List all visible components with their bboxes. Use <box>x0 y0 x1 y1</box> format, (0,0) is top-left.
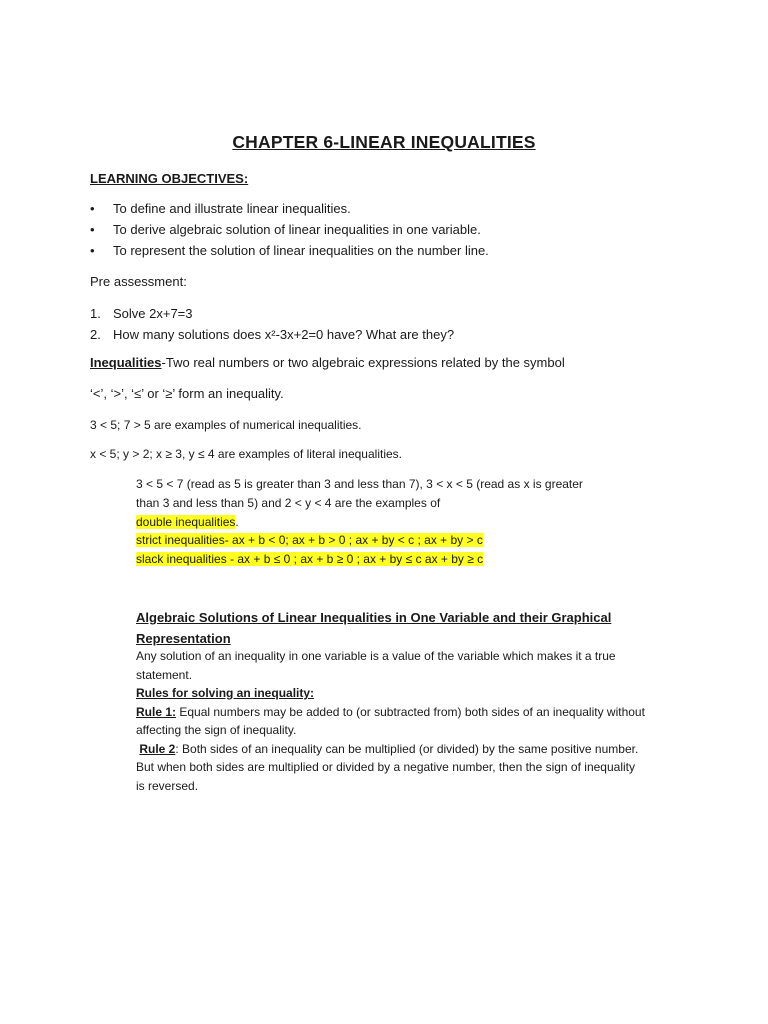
double-inequalities-line-1: 3 < 5 < 7 (read as 5 is greater than 3 and less than 7), 3 < x < 5 (read as x is greater <box>136 477 583 491</box>
highlight-double-inequalities: double inequalities <box>136 515 236 529</box>
strict-inequalities-line <box>136 531 483 549</box>
intro-line-2: statement. <box>136 667 193 682</box>
rule-2-line-2: But when both sides are multiplied or divided by a negative number, then the sign of inequality <box>136 760 635 774</box>
question-text: Solve 2x+7=3 <box>113 306 193 321</box>
pre-assessment-list <box>90 305 454 347</box>
rule-2-line-1 <box>136 740 696 759</box>
highlight-strict: strict inequalities- ax + b < 0; ax + b > 0 ; ax + by < c ; ax + by > c <box>136 533 483 547</box>
rule-1-line-2: affecting the sign of inequality. <box>136 723 297 737</box>
objective-text: To define and illustrate linear inequalities. <box>113 201 351 216</box>
section-heading-line-2: Representation <box>136 631 231 646</box>
list-item <box>90 200 489 221</box>
bullet-icon: • <box>90 222 95 237</box>
list-item <box>90 242 489 263</box>
highlight-slack: slack inequalities - ax + b ≤ 0 ; ax + b ≥ 0 ; ax + by ≤ c ax + by ≥ c <box>136 552 484 566</box>
numerical-examples: 3 < 5; 7 > 5 are examples of numerical inequalities. <box>90 418 362 432</box>
inequalities-term: Inequalities <box>90 355 162 370</box>
rule-2-text: : Both sides of an inequality can be multiplied (or divided) by the same positive number. <box>175 741 639 756</box>
rule-1-line-1 <box>136 703 696 722</box>
bullet-icon: • <box>90 243 95 258</box>
objective-text: To represent the solution of linear inequalities on the number line. <box>113 243 489 258</box>
bullet-icon: • <box>90 201 95 216</box>
double-inequalities-line-3 <box>136 513 239 531</box>
inequality-symbols: ‘<’, ‘>’, ‘≤’ or ‘≥’ form an inequality. <box>90 386 284 401</box>
pre-assessment-heading: Pre assessment: <box>90 274 187 289</box>
question-text: How many solutions does x²-3x+2=0 have? What are they? <box>113 327 455 342</box>
definition-text: -Two real numbers or two algebraic expressions related by the symbol <box>161 355 565 370</box>
list-item <box>90 305 454 326</box>
list-item <box>90 326 454 347</box>
rule-2-line-3: is reversed. <box>136 778 199 793</box>
inequalities-definition <box>90 355 565 370</box>
intro-line-1: Any solution of an inequality in one variable is a value of the variable which makes it a true <box>136 649 616 663</box>
double-inequalities-line-2: than 3 and less than 5) and 2 < y < 4 are the examples of <box>136 496 441 510</box>
section-heading-line-1: Algebraic Solutions of Linear Inequalities in One Variable and their Graphical <box>136 610 612 625</box>
chapter-title: CHAPTER 6-LINEAR INEQUALITIES <box>232 132 536 152</box>
objective-text: To derive algebraic solution of linear inequalities in one variable. <box>113 222 481 237</box>
rules-heading: Rules for solving an inequality: <box>136 686 315 700</box>
rule-1-text: Equal numbers may be added to (or subtracted from) both sides of an inequality without <box>176 704 645 719</box>
section-heading <box>136 607 696 649</box>
learning-objectives-list <box>90 200 489 263</box>
item-number: 2. <box>90 327 101 342</box>
learning-objectives-heading: LEARNING OBJECTIVES: <box>90 171 249 186</box>
literal-examples: x < 5; y > 2; x ≥ 3, y ≤ 4 are examples of literal inequalities. <box>90 447 402 461</box>
slack-inequalities-line <box>136 550 483 568</box>
period: . <box>235 515 239 529</box>
list-item <box>90 221 489 242</box>
item-number: 1. <box>90 306 101 321</box>
rule-2-label: Rule 2 <box>139 741 176 756</box>
section-body <box>136 647 696 795</box>
rule-1-label: Rule 1: <box>136 704 177 719</box>
